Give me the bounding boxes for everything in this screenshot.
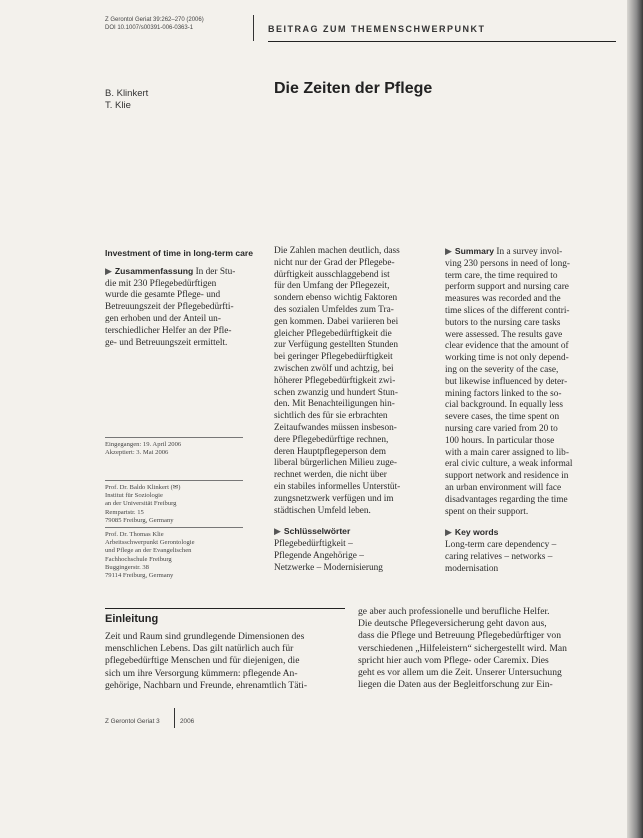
zusammenfassung-line: gen erhoben und der Anteil un- [105,313,221,324]
body-line: menschlichen Lebens. Das gilt natürlich auch für [105,643,294,655]
affil-line: 79085 Freiburg, Germany [105,516,174,524]
keyword-line: modernisation [445,563,499,574]
triangle-marker-icon: ▶ [274,526,281,537]
affil-line: Prof. Dr. Baldo Klinkert (✉) [105,484,181,491]
abstract-line: Die Zahlen machen deutlich, dass [274,246,400,256]
spacer [445,518,605,527]
abstract-line: deren Hauptpflegeperson dem [274,446,387,457]
triangle-marker-icon: ▶ [445,246,452,256]
abstract-line: den. Mit Benachteiligungen hin- [274,399,395,410]
abstract-line: des sozialen Umfeldes zum Tra- [274,304,394,315]
abstract-line: sichtlich des für sie erbrachten [274,411,388,422]
abstract-line: zungsnetzwerk verfügen und im [274,493,394,504]
zusammenfassung-heading: Zusammenfassung [114,265,194,276]
summary-line: were assessed. The results gave [445,329,563,340]
footer-divider [174,708,175,728]
affil-line: und Pflege an der Evangelischen [105,547,192,555]
abstract-line: zur Verfügung gestellten Stunden [274,340,399,351]
affiliation-1 [105,484,180,525]
zusammenfassung-line: die mit 230 Pflegebedürftigen [105,278,217,289]
abstract-line: rechnet werden, die nicht über [274,470,387,481]
summary-line: 100 hours. In particular those [445,435,555,446]
body-line: Zeit und Raum sind grundlegende Dimensionen des [105,631,305,642]
affil-line: Rempartstr. 15 [105,508,144,516]
summary-line: but likewise influenced by deter- [445,376,568,387]
footer-year: 2006 [180,718,195,725]
received-date: Eingegangen: 19. April 2006 [105,441,182,448]
body-line: Die deutsche Pflegeversicherung geht davon aus, [358,618,547,630]
header-rule [268,41,616,42]
zusammenfassung-line: wurde die gesamte Pflege- und [105,290,221,301]
summary-line: clear evidence that the amount of [445,341,569,352]
summary-line: nursing care varied from 20 to [445,423,558,434]
keywords-heading: Key words [454,527,499,538]
affil-line: an der Universität Freiburg [105,500,177,508]
summary-line: butors to the nursing care tasks [445,317,561,328]
abstract-line: zwischen zwölf und achtzig, bei [274,363,394,374]
summary-line: perform support and nursing care [445,282,569,293]
zusammenfassung-line: terschiedlicher Helfer an der Pfle- [105,325,232,336]
summary-line: support network and residence in [445,471,569,482]
body-line: liegen die Daten aus der Begleitforschung zur Ein- [358,679,553,691]
abstract-line: ein stabiles informelles Unterstüt- [274,481,401,492]
body-line: pflegebedürftige Menschen und für diejenigen, die [105,655,300,667]
einleitung-heading: Einleitung [105,613,159,625]
summary-line: spent on their support. [445,506,529,517]
summary-line: working time is not only depend- [445,353,569,364]
scan-edge [627,0,643,838]
summary-line: mining factors linked to the so- [445,388,562,399]
keywords-heading-row [445,527,605,540]
summary-line: ing on the severity of the case, [445,364,559,375]
abstract-line: gleicher Pflegebedürftigkeit die [274,328,392,339]
schluesselwoerter-heading: Schlüsselwörter [283,526,351,537]
abstract-line: für den Umfang der Pflegezeit, [274,281,390,292]
spacer [274,517,440,526]
body-line: verschiedenen „Hilfeleistern“ sichergestellt wird. Man [358,642,567,654]
abstract-german-continued [274,246,440,575]
affil-line: Arbeitsschwerpunkt Gerontologie [105,539,195,547]
affil-line: Prof. Dr. Thomas Klie [105,531,164,538]
abstract-english [445,246,605,576]
triangle-marker-icon: ▶ [105,265,112,276]
affil-line: Buggingerstr. 38 [105,563,149,571]
affiliation-divider [105,480,243,481]
abstract-line: dürftigkeit ausschlaggebend ist [274,269,390,280]
author-2: T. Klie [105,100,131,111]
affiliation-divider [105,527,243,528]
abstract-line: liberal bürgerlichen Milieu zuge- [274,458,397,469]
summary-line: eral civic culture, a weak informal [445,459,573,470]
abstract-line: höherer Pflegebedürftigkeit zwi- [274,375,396,386]
received-dates [105,441,181,457]
body-line: dass die Pflege und Betreuung Pflegebedürftiger von [358,630,562,642]
affil-line: 79114 Freiburg, Germany [105,572,174,580]
summary-line-1: ▶ Summary In a survey invol- [445,246,563,257]
body-line: geht es vor allem um die Zeit. Unserer Untersuchung [358,667,562,679]
author-1: B. Klinkert [105,88,149,99]
zusammenfassung-line-1: ▶ Zusammenfassung In der Stu- [105,265,236,277]
abstract-line: gen kommen. Dabei variieren bei [274,316,399,327]
triangle-marker-icon: ▶ [445,527,452,538]
zusammenfassung-line: Betreuungszeit der Pflegebedürfti- [105,302,234,313]
abstract-line: schen zwanzig und hundert Stun- [274,387,398,398]
einleitung-right-column [358,606,602,691]
summary-line: disadvantages regarding the time [445,494,568,505]
affil-line: Institut für Soziologie [105,492,163,500]
einleitung-rule [105,608,345,609]
einleitung-left-column [105,631,345,692]
summary-line: cial background. In equally less [445,400,563,411]
keyword-line: Long-term care dependency – [445,540,557,551]
doi: DOI 10.1007/s00391-006-0363-1 [105,25,194,31]
abstract-line: nicht nur der Grad der Pflegebe- [274,257,395,268]
schluesselwoerter-heading-row [274,526,440,539]
keyword-line: caring relatives – networks – [445,551,553,562]
affil-line: Fachhochschule Freiburg [105,555,172,563]
english-title: Investment of time in long-term care [105,248,254,258]
summary-line: measures was recorded and the [445,294,561,305]
body-line: ge aber auch professionelle und berufliche Helfer. [358,606,550,617]
keyword-line: Pflegende Angehörige – [274,550,364,561]
zusammenfassung-line: ge- und Betreuungszeit ermittelt. [105,337,228,348]
body-line: gehörige, Nachbarn und Freunde, ehrenamtlich Täti- [105,679,308,691]
summary-line: term care, the time required to [445,270,558,281]
keyword-line: Netzwerke – Modernisierung [274,562,383,573]
dates-divider [105,437,243,438]
body-line: sich um ihre Versorgung kümmern: pflegende An- [105,667,298,679]
summary-line: severe cases, the time spent on [445,412,560,423]
summary-line: time slices of the different contri- [445,305,570,316]
summary-line: with a main carer assigned to lib- [445,447,569,458]
summary-heading: Summary [454,246,495,256]
article-title: Die Zeiten der Pflege [274,80,433,97]
journal-citation: Z Gerontol Geriat 39:262–270 (2006) [105,17,204,23]
accepted-date: Akzeptiert: 3. Mai 2006 [105,449,169,457]
abstract-line: Zeitaufwandes müssen insbeson- [274,422,397,433]
summary-line: an urban environment will face [445,482,562,493]
abstract-german [105,248,255,349]
summary-line: ving 230 persons in need of long- [445,258,570,269]
footer-journal: Z Gerontol Geriat 3 [105,718,160,725]
abstract-line: bei geringer Pflegebedürftigkeit [274,352,393,363]
section-label: BEITRAG ZUM THEMENSCHWERPUNKT [268,24,486,34]
affiliation-2 [105,531,195,580]
keyword-line: Pflegebedürftigkeit – [274,539,353,550]
abstract-line: dere Pflegebedürftige rechnen, [274,434,389,445]
abstract-line: sondern ebenso wichtig Faktoren [274,293,398,304]
header-divider [253,15,254,41]
body-line: spricht hier auch vom Pflege- oder Caremix. Dies [358,654,549,666]
author-list [105,88,148,112]
abstract-line: städtischen Umfeld leben. [274,505,371,516]
